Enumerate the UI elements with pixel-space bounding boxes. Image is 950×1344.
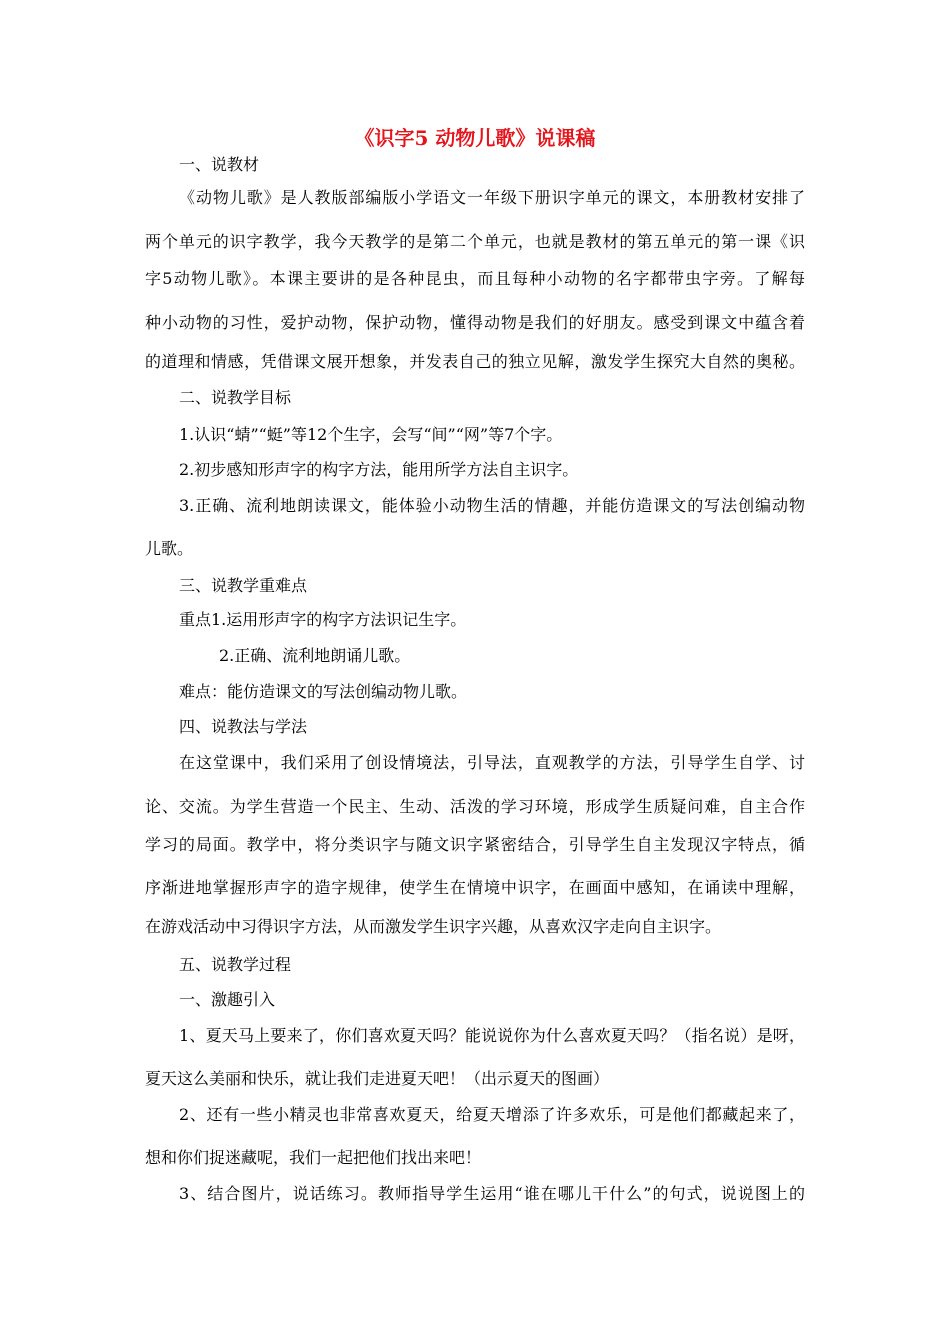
paragraph-line: 两个单元的识字教学，我今天教学的是第二个单元，也就是教材的第五单元的第一课《识 <box>145 232 805 251</box>
paragraph-line: 儿歌。 <box>145 539 194 558</box>
paragraph-line: 字5动物儿歌》。本课主要讲的是各种昆虫，而且每种小动物的名字都带虫字旁。了解每 <box>145 269 805 288</box>
paragraph-line: 学习的局面。教学中，将分类识字与随文识字紧密结合，引导学生自主发现汉字特点，循 <box>145 835 805 854</box>
list-item: 1.认识“蜻”“蜓”等12个生字，会写“间”“网”等7个字。 <box>179 425 563 444</box>
paragraph-line: 序渐进地掌握形声字的造字规律，使学生在情境中识字，在画面中感知，在诵读中理解， <box>145 878 805 897</box>
section-heading: 三、说教学重难点 <box>179 576 308 595</box>
section-heading: 二、说教学目标 <box>179 388 292 407</box>
list-item: 重点1.运用形声字的构字方法识记生字。 <box>179 610 467 629</box>
document-title: 《识字5 动物儿歌》说课稿 <box>354 126 596 150</box>
section-heading: 五、说教学过程 <box>179 955 292 974</box>
section-heading: 一、说教材 <box>179 155 260 174</box>
paragraph-line: 2、还有一些小精灵也非常喜欢夏天，给夏天增添了许多欢乐，可是他们都藏起来了， <box>179 1105 805 1124</box>
paragraph-line: 夏天这么美丽和快乐，就让我们走进夏天吧！（出示夏天的图画） <box>145 1069 610 1088</box>
subsection-heading: 一、激趣引入 <box>179 990 276 1009</box>
paragraph-line: 论、交流。为学生营造一个民主、生动、活泼的学习环境，形成学生质疑问难，自主合作 <box>145 797 805 816</box>
paragraph-line: 种小动物的习性，爱护动物，保护动物，懂得动物是我们的好朋友。感受到课文中蕴含着 <box>145 313 805 332</box>
list-item: 难点：能仿造课文的写法创编动物儿歌。 <box>179 682 468 701</box>
paragraph-line: 的道理和情感，凭借课文展开想象，并发表自己的独立见解，激发学生探究大自然的奥秘。 <box>145 352 805 371</box>
list-item: 3.正确、流利地朗读课文，能体验小动物生活的情趣，并能仿造课文的写法创编动物 <box>179 496 805 515</box>
paragraph-line: 在这堂课中，我们采用了创设情境法，引导法，直观教学的方法，引导学生自学、讨 <box>179 753 805 772</box>
paragraph-line: 《动物儿歌》是人教版部编版小学语文一年级下册识字单元的课文，本册教材安排了 <box>179 188 805 207</box>
list-item: 2.正确、流利地朗诵儿歌。 <box>219 646 411 665</box>
paragraph-line: 3、结合图片，说话练习。教师指导学生运用“谁在哪儿干什么”的句式，说说图上的 <box>179 1184 805 1203</box>
paragraph-line: 1、夏天马上要来了，你们喜欢夏天吗？能说说你为什么喜欢夏天吗？（指名说）是呀， <box>179 1026 805 1045</box>
paragraph-line: 在游戏活动中习得识字方法，从而激发学生识字兴趣，从喜欢汉字走向自主识字。 <box>145 917 722 936</box>
paragraph-line: 想和你们捉迷藏呢，我们一起把他们找出来吧！ <box>145 1148 482 1167</box>
section-heading: 四、说教法与学法 <box>179 717 308 736</box>
list-item: 2.初步感知形声字的构字方法，能用所学方法自主识字。 <box>179 460 579 479</box>
